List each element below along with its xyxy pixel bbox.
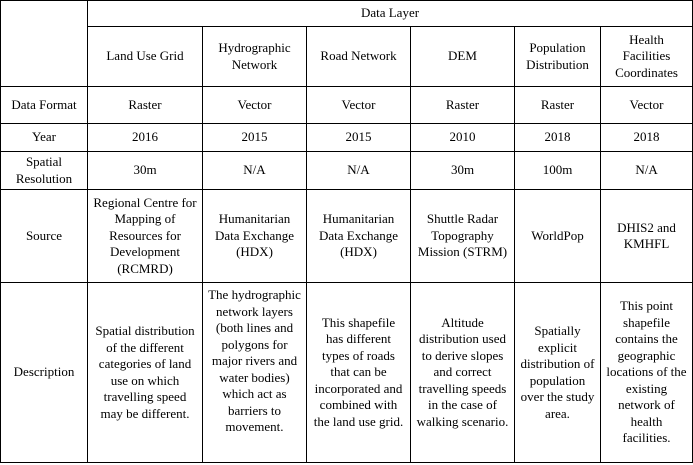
table-cell: Vector <box>601 87 693 124</box>
row-header: Source <box>1 190 88 283</box>
column-header: Land Use Grid <box>88 27 203 87</box>
table-row <box>1 152 693 190</box>
table-cell: Raster <box>515 87 601 124</box>
table-row <box>1 283 693 463</box>
table-cell: N/A <box>307 152 411 190</box>
table-cell: Raster <box>88 87 203 124</box>
table-cell: This shapefile has different types of roads that can be incorporated and combined with the land use grid. <box>307 283 411 463</box>
table-cell: N/A <box>601 152 693 190</box>
row-header: Description <box>1 283 88 463</box>
table-cell: 30m <box>411 152 515 190</box>
column-header: Population Distribution <box>515 27 601 87</box>
column-header: Hydrographic Network <box>203 27 307 87</box>
table-cell: Vector <box>307 87 411 124</box>
table-cell: 2016 <box>88 124 203 152</box>
table-row <box>1 87 693 124</box>
table-cell: Vector <box>203 87 307 124</box>
table-cell: Shuttle Radar Topography Mission (STRM) <box>411 190 515 283</box>
table-cell: 2010 <box>411 124 515 152</box>
table-cell: WorldPop <box>515 190 601 283</box>
column-header: Health Facilities Coordinates <box>601 27 693 87</box>
table-cell: Raster <box>411 87 515 124</box>
table-cell: Humanitarian Data Exchange (HDX) <box>203 190 307 283</box>
column-header: Road Network <box>307 27 411 87</box>
table-cell: 2018 <box>601 124 693 152</box>
table-cell: Humanitarian Data Exchange (HDX) <box>307 190 411 283</box>
column-header-row <box>1 27 693 87</box>
table-cell: Spatial distribution of the different categories of land use on which travelling speed may be different. <box>88 283 203 463</box>
corner-cell <box>1 1 88 87</box>
table-row <box>1 124 693 152</box>
table-cell: This point shapefile contains the geographic locations of the existing network of health facilities. <box>601 283 693 463</box>
table-cell: 2015 <box>307 124 411 152</box>
table-row <box>1 190 693 283</box>
table-cell: Altitude distribution used to derive slopes and correct travelling speeds in the case of walking scenario. <box>411 283 515 463</box>
table-cell: 2018 <box>515 124 601 152</box>
table-cell: Regional Centre for Mapping of Resources for Development (RCMRD) <box>88 190 203 283</box>
row-header: Spatial Resolution <box>1 152 88 190</box>
row-header: Year <box>1 124 88 152</box>
table-cell: DHIS2 and KMHFL <box>601 190 693 283</box>
table-cell: 100m <box>515 152 601 190</box>
table-cell: Spatially explicit distribution of population over the study area. <box>515 283 601 463</box>
group-header-row <box>1 1 693 27</box>
row-header: Data Format <box>1 87 88 124</box>
table-cell: N/A <box>203 152 307 190</box>
table-cell: 30m <box>88 152 203 190</box>
column-header: DEM <box>411 27 515 87</box>
data-layer-header: Data Layer <box>88 1 693 27</box>
table-cell: The hydrographic network layers (both lines and polygons for major rivers and water bodies) which act as barriers to movement. <box>203 283 307 463</box>
table-cell: 2015 <box>203 124 307 152</box>
